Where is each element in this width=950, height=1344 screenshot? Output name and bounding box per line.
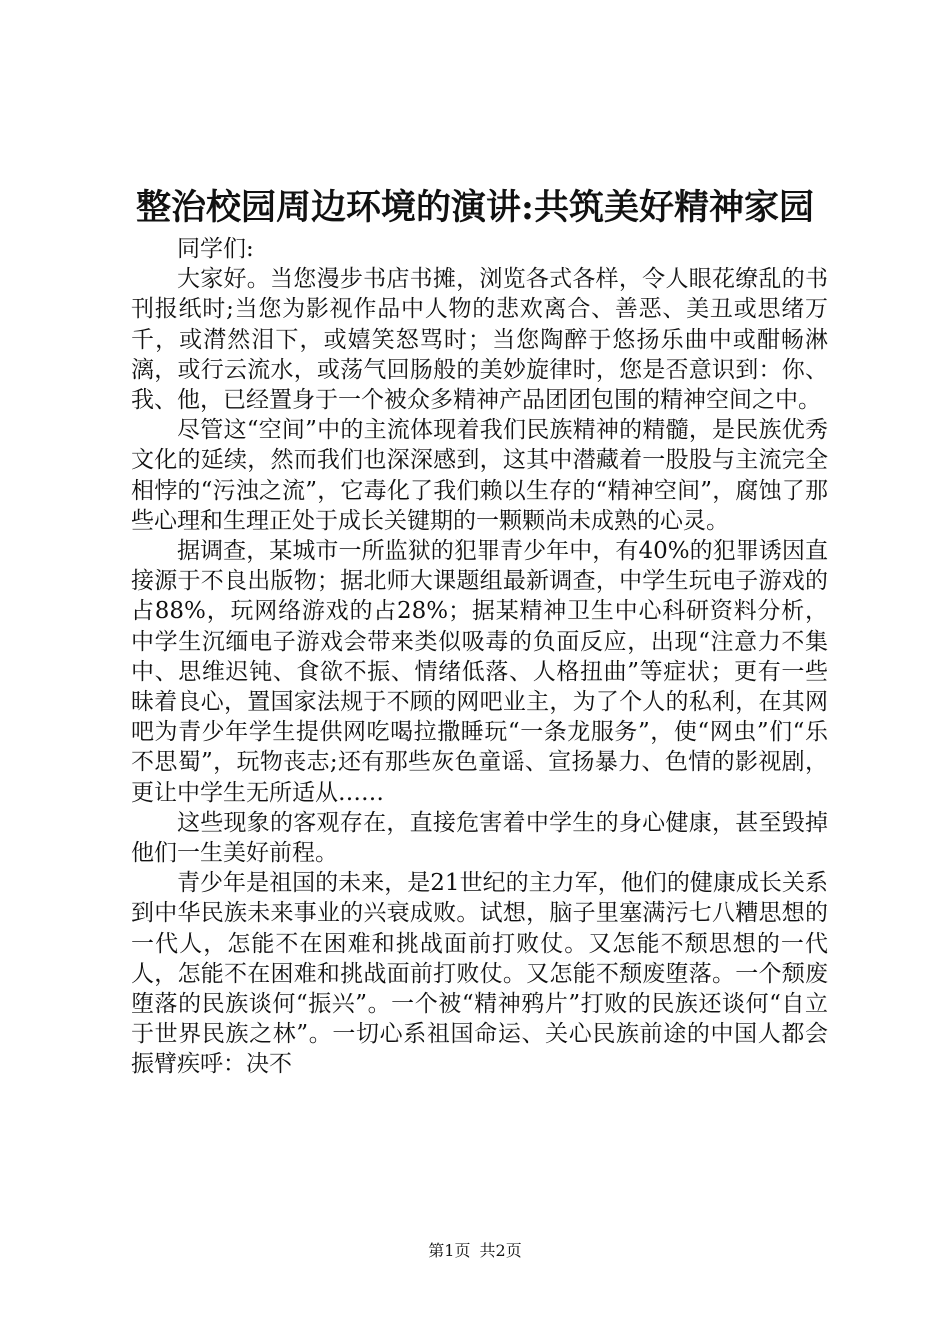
- salutation: 同学们:: [177, 236, 254, 262]
- paragraph: 据调查，某城市一所监狱的犯罪青少年中，有40%的犯罪诱因直接源于不良出版物；据北师大课题组最新调查，中学生玩电子游戏的占88%，玩网络游戏的占28%；据某精神卫生中心科研资料分析，中学生沉缅电子游戏会带来类似吸毒的负面反应，出现“注意力不集中、思维迟钝、食欲不振、情绪低落、人格扭曲”等症状；更有一些昧着良心，置国家法规于不顾的网吧业主，为了个人的私利，在其网吧为青少年学生提供网吃喝拉撒睡玩“一条龙服务”，使“网虫”们“乐不思蜀”，玩物丧志;还有那些灰色童谣、宣扬暴力、色情的影视剧，更让中学生无所适从……: [131, 538, 828, 806]
- paragraph: 青少年是祖国的未来，是21世纪的主力军，他们的健康成长关系到中华民族未来事业的兴衰成败。试想，脑子里塞满污七八糟思想的一代人，怎能不在困难和挑战面前打败仗。又怎能不颓思想的一代人，怎能不在困难和挑战面前打败仗。又怎能不颓废堕落。一个颓废堕落的民族谈何“振兴”。一个被“精神鸦片”打败的民族还谈何“自立于世界民族之林”。一切心系祖国命运、关心民族前途的中国人都会振臂疾呼：决不: [131, 870, 828, 1078]
- page-title: 整治校园周边环境的演讲:共筑美好精神家园: [136, 187, 814, 228]
- document-body: [131, 234, 828, 1080]
- paragraph: 尽管这“空间”中的主流体现着我们民族精神的精髓，是民族优秀文化的延续，然而我们也深深感到，这其中潜藏着一股股与主流完全相悖的“污浊之流”，它毒化了我们赖以生存的“精神空间”，腐蚀了那些心理和生理正处于成长关键期的一颗颗尚未成熟的心灵。: [131, 417, 828, 534]
- paragraph: 这些现象的客观存在，直接危害着中学生的身心健康，甚至毁掉他们一生美好前程。: [131, 809, 828, 867]
- page-number: 第1页: [428, 1241, 471, 1260]
- page-footer: [0, 1241, 950, 1261]
- page-total: 共2页: [479, 1241, 522, 1260]
- paragraph: 大家好。当您漫步书店书摊，浏览各式各样，令人眼花缭乱的书刊报纸时;当您为影视作品中人物的悲欢离合、善恶、美丑或思绪万千，或潸然泪下，或嬉笑怒骂时；当您陶醉于悠扬乐曲中或酣畅淋漓，或行云流水，或荡气回肠般的美妙旋律时，您是否意识到：你、我、他，已经置身于一个被众多精神产品团团包围的精神空间之中。: [131, 266, 828, 414]
